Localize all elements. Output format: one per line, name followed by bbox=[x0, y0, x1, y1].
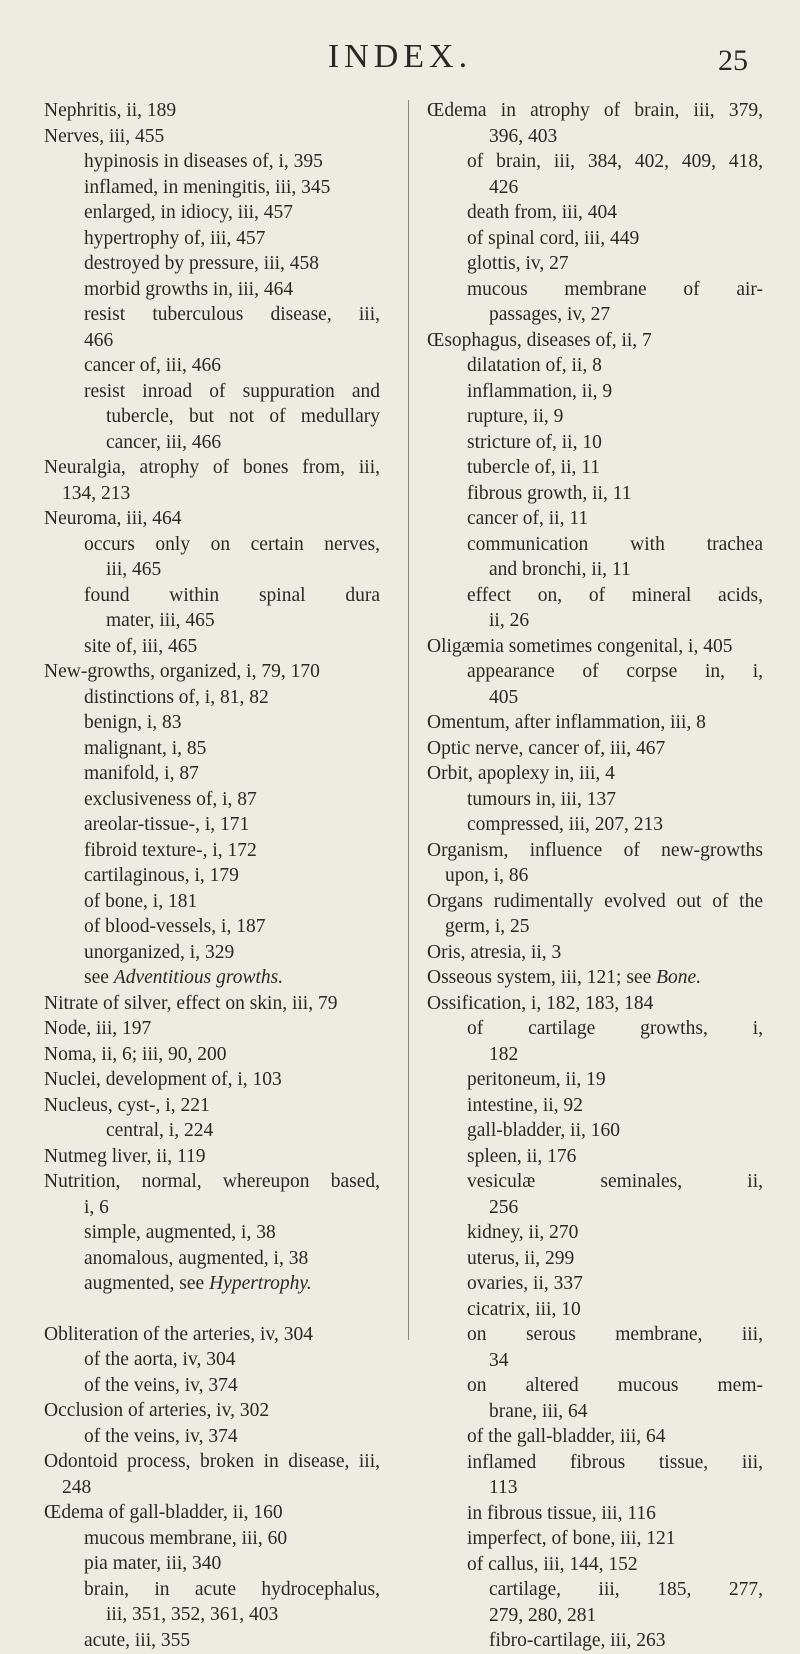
index-line bbox=[427, 1067, 763, 1093]
index-line-text: appearance of corpse in, i, bbox=[467, 661, 763, 682]
index-line bbox=[427, 379, 763, 405]
index-line-text: fibro-cartilage, iii, 263 bbox=[489, 1630, 666, 1651]
index-line-text: fibroid texture-, i, 172 bbox=[84, 839, 257, 861]
index-line-text: cancer of, ii, 11 bbox=[467, 508, 589, 529]
index-line bbox=[427, 1424, 763, 1450]
index-line-text: cartilage, iii, 185, 277, bbox=[489, 1579, 763, 1600]
index-line bbox=[427, 940, 763, 966]
index-line bbox=[44, 787, 380, 813]
index-line bbox=[427, 277, 763, 303]
index-line-text: occurs only on certain nerves, bbox=[84, 533, 380, 555]
index-line-text: 248 bbox=[62, 1476, 92, 1498]
index-line-text: Nitrate of silver, effect on skin, iii, 79 bbox=[44, 992, 338, 1014]
index-line bbox=[44, 659, 380, 685]
index-line-text: Occlusion of arteries, iv, 302 bbox=[44, 1400, 270, 1421]
index-line-text: stricture of, ii, 10 bbox=[467, 431, 602, 453]
index-line-text: acute, iii, 355 bbox=[84, 1629, 191, 1651]
index-line-text: 256 bbox=[489, 1196, 519, 1218]
index-line bbox=[427, 787, 763, 813]
index-line-text: Oligæmia sometimes congenital, i, 405 bbox=[427, 635, 733, 657]
index-line bbox=[427, 889, 763, 915]
index-line bbox=[44, 1169, 380, 1195]
index-line-text: communication with trachea bbox=[467, 533, 763, 555]
index-line bbox=[427, 1628, 763, 1654]
index-line bbox=[427, 1577, 763, 1603]
index-line-text: Neuralgia, atrophy of bones from, iii, bbox=[44, 457, 380, 478]
index-column-left bbox=[44, 98, 380, 1653]
index-line-text: i, 6 bbox=[84, 1196, 109, 1218]
index-line bbox=[44, 1067, 380, 1093]
index-line-text: Nutrition, normal, whereupon based, bbox=[44, 1171, 380, 1192]
index-line bbox=[44, 608, 380, 634]
index-line-text: cicatrix, iii, 10 bbox=[467, 1298, 581, 1320]
index-line bbox=[427, 1042, 763, 1068]
index-line-text: Neuroma, iii, 464 bbox=[44, 508, 182, 529]
index-line-text: dilatation of, ii, 8 bbox=[467, 355, 602, 376]
index-line bbox=[427, 838, 763, 864]
index-line-text: New-growths, organized, i, 79, 170 bbox=[44, 661, 320, 682]
index-line bbox=[44, 965, 380, 991]
index-line bbox=[427, 226, 763, 252]
index-line bbox=[427, 991, 763, 1017]
index-line bbox=[427, 1118, 763, 1144]
index-line bbox=[44, 1424, 380, 1450]
index-line bbox=[427, 583, 763, 609]
index-line bbox=[44, 838, 380, 864]
index-line-text: spleen, ii, 176 bbox=[467, 1145, 577, 1167]
index-line-text: tubercle, but not of medullary bbox=[106, 406, 380, 427]
index-line bbox=[44, 1322, 380, 1348]
index-line-text: of the veins, iv, 374 bbox=[84, 1425, 238, 1447]
index-line bbox=[44, 914, 380, 940]
index-line-text: brane, iii, 64 bbox=[489, 1400, 588, 1422]
index-line bbox=[427, 430, 763, 456]
index-line bbox=[427, 710, 763, 736]
index-line bbox=[44, 379, 380, 405]
entry-gap bbox=[44, 1297, 380, 1322]
index-line bbox=[427, 557, 763, 583]
index-line-text: iii, 465 bbox=[106, 559, 162, 580]
index-line-text: hypinosis in diseases of, i, 395 bbox=[84, 151, 323, 172]
index-line-text: on serous membrane, iii, bbox=[467, 1324, 763, 1345]
index-line-text: of brain, iii, 384, 402, 409, 418, bbox=[467, 151, 763, 172]
index-line bbox=[44, 557, 380, 583]
index-line bbox=[427, 98, 763, 124]
index-line bbox=[44, 302, 380, 328]
index-line-text: augmented, see bbox=[84, 1273, 210, 1294]
index-line bbox=[44, 328, 380, 354]
index-line-text: inflamed, in meningitis, iii, 345 bbox=[84, 176, 331, 198]
index-line bbox=[427, 608, 763, 634]
index-line bbox=[44, 430, 380, 456]
index-line bbox=[44, 1220, 380, 1246]
index-line bbox=[44, 940, 380, 966]
index-line bbox=[44, 685, 380, 711]
cross-reference: Bone. bbox=[656, 967, 702, 988]
index-line bbox=[427, 1144, 763, 1170]
index-line-text: 396, 403 bbox=[489, 125, 558, 147]
index-line bbox=[44, 991, 380, 1017]
index-line bbox=[427, 1501, 763, 1527]
index-line bbox=[44, 1093, 380, 1119]
index-line bbox=[44, 277, 380, 303]
index-line-text: tumours in, iii, 137 bbox=[467, 788, 616, 810]
index-line bbox=[427, 634, 763, 660]
index-line bbox=[427, 1220, 763, 1246]
index-line bbox=[427, 1322, 763, 1348]
index-line-text: cartilaginous, i, 179 bbox=[84, 865, 239, 886]
index-line bbox=[427, 200, 763, 226]
index-line-text: gall-bladder, ii, 160 bbox=[467, 1120, 621, 1141]
index-line-text: Œdema in atrophy of brain, iii, 379, bbox=[427, 100, 763, 121]
index-line-text: uterus, ii, 299 bbox=[467, 1247, 575, 1269]
index-line-text: site of, iii, 465 bbox=[84, 635, 198, 657]
index-line bbox=[44, 1398, 380, 1424]
index-line-text: mucous membrane of air- bbox=[467, 278, 763, 300]
index-line-text: Obliteration of the arteries, iv, 304 bbox=[44, 1323, 313, 1345]
index-line bbox=[44, 812, 380, 838]
index-line bbox=[44, 1602, 380, 1628]
index-line bbox=[44, 1246, 380, 1272]
index-line bbox=[427, 761, 763, 787]
index-line bbox=[44, 532, 380, 558]
index-line bbox=[44, 1195, 380, 1221]
index-line bbox=[44, 1118, 380, 1144]
index-line bbox=[44, 226, 380, 252]
index-line-text: compressed, iii, 207, 213 bbox=[467, 814, 664, 835]
index-line bbox=[427, 1169, 763, 1195]
index-line-text: Oris, atresia, ii, 3 bbox=[427, 941, 562, 963]
index-line bbox=[427, 1093, 763, 1119]
index-line-text: of spinal cord, iii, 449 bbox=[467, 227, 640, 249]
index-line bbox=[427, 532, 763, 558]
index-line-text: morbid growths in, iii, 464 bbox=[84, 278, 294, 300]
index-line bbox=[427, 1348, 763, 1374]
index-line-text: resist tuberculous disease, iii, bbox=[84, 304, 380, 325]
column-divider bbox=[408, 100, 409, 1340]
index-line-text: death from, iii, 404 bbox=[467, 202, 618, 223]
index-line bbox=[427, 1552, 763, 1578]
page-number: 25 bbox=[718, 44, 748, 77]
index-line-text: inflammation, ii, 9 bbox=[467, 380, 613, 402]
index-line-text: hypertrophy of, iii, 457 bbox=[84, 227, 266, 249]
index-line bbox=[44, 404, 380, 430]
index-line bbox=[44, 1475, 380, 1501]
index-line-text: rupture, ii, 9 bbox=[467, 406, 564, 427]
index-line bbox=[44, 1373, 380, 1399]
index-line bbox=[44, 1628, 380, 1654]
index-line-text: Organism, influence of new-growths bbox=[427, 839, 763, 861]
index-line-text: 34 bbox=[489, 1349, 509, 1371]
index-line-text: benign, i, 83 bbox=[84, 712, 182, 733]
index-line bbox=[427, 1373, 763, 1399]
index-line bbox=[44, 1042, 380, 1068]
index-line bbox=[44, 1500, 380, 1526]
index-line-text: upon, i, 86 bbox=[445, 865, 529, 886]
index-line-text: mucous membrane, iii, 60 bbox=[84, 1527, 288, 1549]
index-line-text: in fibrous tissue, iii, 116 bbox=[467, 1502, 656, 1524]
index-line bbox=[44, 1577, 380, 1603]
index-line-text: enlarged, in idiocy, iii, 457 bbox=[84, 202, 294, 223]
index-line bbox=[44, 353, 380, 379]
index-line bbox=[427, 1603, 763, 1629]
index-line bbox=[427, 1526, 763, 1552]
index-line bbox=[44, 251, 380, 277]
index-line bbox=[427, 812, 763, 838]
index-line-text: mater, iii, 465 bbox=[106, 610, 215, 631]
index-line-text: Node, iii, 197 bbox=[44, 1018, 152, 1039]
index-line bbox=[427, 149, 763, 175]
index-line-text: Organs rudimentally evolved out of the bbox=[427, 890, 763, 912]
index-line-text: Noma, ii, 6; iii, 90, 200 bbox=[44, 1043, 227, 1065]
index-line-text: kidney, ii, 270 bbox=[467, 1222, 579, 1243]
index-line bbox=[44, 1144, 380, 1170]
index-line-text: simple, augmented, i, 38 bbox=[84, 1222, 276, 1243]
index-column-right bbox=[427, 98, 763, 1654]
index-line-text: on altered mucous mem- bbox=[467, 1375, 763, 1396]
index-line bbox=[427, 328, 763, 354]
index-line bbox=[427, 1450, 763, 1476]
index-line-text: and bronchi, ii, 11 bbox=[489, 559, 631, 580]
index-line-text: inflamed fibrous tissue, iii, bbox=[467, 1451, 763, 1473]
index-line bbox=[44, 455, 380, 481]
index-line bbox=[44, 583, 380, 609]
index-line bbox=[427, 1297, 763, 1323]
index-line-text: resist inroad of suppuration and bbox=[84, 380, 380, 402]
index-line-text: areolar-tissue-, i, 171 bbox=[84, 814, 250, 835]
index-line bbox=[427, 404, 763, 430]
index-line bbox=[427, 914, 763, 940]
index-line-text: found within spinal dura bbox=[84, 584, 380, 606]
cross-reference: Hypertrophy. bbox=[209, 1273, 312, 1294]
index-line-text: vesiculæ seminales, ii, bbox=[467, 1171, 763, 1192]
index-line bbox=[44, 761, 380, 787]
index-line-text: central, i, 224 bbox=[106, 1120, 214, 1141]
index-line bbox=[44, 124, 380, 150]
index-line bbox=[44, 200, 380, 226]
index-line-text: 113 bbox=[489, 1477, 518, 1498]
index-line-text: unorganized, i, 329 bbox=[84, 941, 235, 963]
index-line-text: pia mater, iii, 340 bbox=[84, 1553, 222, 1574]
index-line-text: Orbit, apoplexy in, iii, 4 bbox=[427, 763, 615, 784]
index-line bbox=[427, 736, 763, 762]
index-line bbox=[44, 1551, 380, 1577]
index-line bbox=[427, 353, 763, 379]
index-line bbox=[427, 863, 763, 889]
index-line-text: Nuclei, development of, i, 103 bbox=[44, 1069, 282, 1090]
index-line bbox=[44, 1526, 380, 1552]
index-line-text: intestine, ii, 92 bbox=[467, 1094, 583, 1116]
index-line-text: of blood-vessels, i, 187 bbox=[84, 916, 266, 937]
index-line-text: Ossification, i, 182, 183, 184 bbox=[427, 992, 654, 1014]
index-line bbox=[427, 455, 763, 481]
index-line-text: Œsophagus, diseases of, ii, 7 bbox=[427, 329, 652, 351]
index-line bbox=[427, 1271, 763, 1297]
index-line bbox=[44, 1016, 380, 1042]
index-line-text: of callus, iii, 144, 152 bbox=[467, 1553, 638, 1575]
index-line-text: passages, iv, 27 bbox=[489, 304, 611, 325]
index-line bbox=[44, 1449, 380, 1475]
index-line bbox=[44, 149, 380, 175]
index-line bbox=[427, 175, 763, 201]
index-line bbox=[427, 1016, 763, 1042]
index-line bbox=[44, 1347, 380, 1373]
index-line-text: fibrous growth, ii, 11 bbox=[467, 482, 632, 504]
index-line bbox=[427, 1246, 763, 1272]
index-line-text: exclusiveness of, i, 87 bbox=[84, 788, 257, 810]
index-line-text: cancer, iii, 466 bbox=[106, 431, 222, 453]
index-line-text: Œdema of gall-bladder, ii, 160 bbox=[44, 1502, 283, 1523]
index-line-text: 279, 280, 281 bbox=[489, 1604, 597, 1626]
index-line-text: Nephritis, ii, 189 bbox=[44, 100, 177, 121]
index-line-text: destroyed by pressure, iii, 458 bbox=[84, 253, 320, 274]
index-line bbox=[427, 965, 763, 991]
index-line-text: anomalous, augmented, i, 38 bbox=[84, 1247, 309, 1269]
index-line bbox=[427, 685, 763, 711]
index-line bbox=[44, 710, 380, 736]
index-line bbox=[44, 889, 380, 915]
index-line-text: glottis, iv, 27 bbox=[467, 253, 569, 274]
index-line-text: 134, 213 bbox=[62, 482, 131, 504]
index-line-text: 182 bbox=[489, 1043, 519, 1065]
index-line bbox=[427, 302, 763, 328]
index-line-text: ii, 26 bbox=[489, 610, 530, 631]
index-line bbox=[44, 98, 380, 124]
cross-reference: Adventitious growths. bbox=[113, 967, 284, 988]
index-line bbox=[44, 863, 380, 889]
index-line bbox=[427, 251, 763, 277]
index-line-text: of the veins, iv, 374 bbox=[84, 1374, 238, 1396]
index-line-text: 466 bbox=[84, 329, 114, 351]
index-line-text: brain, in acute hydrocephalus, bbox=[84, 1578, 380, 1600]
index-line-text: Nucleus, cyst-, i, 221 bbox=[44, 1094, 210, 1116]
index-line-text: tubercle of, ii, 11 bbox=[467, 457, 601, 478]
index-line bbox=[44, 634, 380, 660]
index-line bbox=[427, 1399, 763, 1425]
index-line-text: cancer of, iii, 466 bbox=[84, 355, 221, 376]
index-line-text: 426 bbox=[489, 176, 519, 198]
index-line-text: effect on, of mineral acids, bbox=[467, 584, 763, 606]
index-line bbox=[427, 481, 763, 507]
index-line bbox=[427, 659, 763, 685]
index-line bbox=[44, 481, 380, 507]
index-line-text: of the gall-bladder, iii, 64 bbox=[467, 1426, 666, 1447]
index-line-text: see bbox=[84, 967, 114, 988]
running-head: INDEX. bbox=[327, 38, 473, 75]
index-line-text: distinctions of, i, 81, 82 bbox=[84, 686, 269, 708]
index-line bbox=[44, 506, 380, 532]
index-line-text: of cartilage growths, i, bbox=[467, 1018, 763, 1039]
index-line-text: peritoneum, ii, 19 bbox=[467, 1069, 606, 1090]
index-line bbox=[44, 1271, 380, 1297]
index-line bbox=[427, 506, 763, 532]
index-line bbox=[44, 736, 380, 762]
index-line bbox=[44, 175, 380, 201]
index-line-text: Nerves, iii, 455 bbox=[44, 125, 165, 147]
index-line-text: Nutmeg liver, ii, 119 bbox=[44, 1145, 206, 1167]
index-line-text: iii, 351, 352, 361, 403 bbox=[106, 1604, 279, 1625]
index-line-text: Optic nerve, cancer of, iii, 467 bbox=[427, 737, 666, 759]
index-line bbox=[427, 1195, 763, 1221]
index-line-text: ovaries, ii, 337 bbox=[467, 1273, 583, 1294]
index-line bbox=[427, 1475, 763, 1501]
index-line-text: of bone, i, 181 bbox=[84, 890, 198, 912]
index-line-text: Osseous system, iii, 121; see bbox=[427, 967, 657, 988]
index-line-text: germ, i, 25 bbox=[445, 916, 530, 937]
index-line-text: malignant, i, 85 bbox=[84, 737, 207, 759]
index-line-text: Odontoid process, broken in disease, iii, bbox=[44, 1451, 380, 1472]
index-line-text: of the aorta, iv, 304 bbox=[84, 1349, 236, 1370]
index-line-text: 405 bbox=[489, 686, 519, 708]
index-line bbox=[427, 124, 763, 150]
index-line-text: manifold, i, 87 bbox=[84, 763, 199, 784]
index-line-text: Omentum, after inflammation, iii, 8 bbox=[427, 712, 706, 733]
index-line-text: imperfect, of bone, iii, 121 bbox=[467, 1528, 676, 1549]
